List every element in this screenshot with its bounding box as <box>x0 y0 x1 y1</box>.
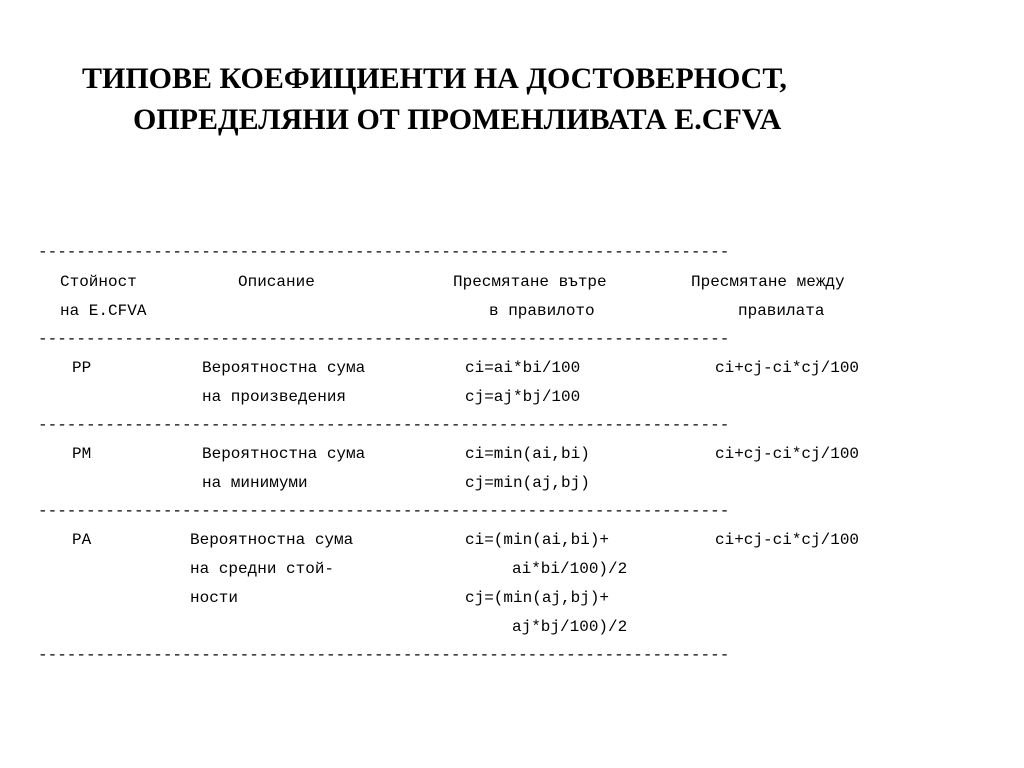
row-pm-description-line1: Вероятностна сума <box>202 445 366 463</box>
table-rule: ------------------------------------------------------------------------ <box>38 243 730 261</box>
row-pa-code: PA <box>72 531 92 549</box>
row-pm-within-line1: ci=min(ai,bi) <box>465 445 590 463</box>
row-pa-within-line2: ai*bi/100)/2 <box>512 560 628 578</box>
row-pa-within-line3: cj=(min(aj,bj)+ <box>465 589 610 607</box>
title-line-1: ТИПОВЕ КОЕФИЦИЕНТИ НА ДОСТОВЕРНОСТ, <box>82 62 787 95</box>
row-pp-description-line2: на произведения <box>202 388 347 406</box>
row-pa-within-line1: ci=(min(ai,bi)+ <box>465 531 610 549</box>
header-within-line2: в правилото <box>489 302 595 320</box>
header-between-line2: правилата <box>738 302 825 320</box>
row-pa-within-line4: aj*bj/100)/2 <box>512 618 628 636</box>
row-pa-description-line3: ности <box>190 589 239 607</box>
row-pm-between: ci+cj-ci*cj/100 <box>715 445 860 463</box>
table-rule: ------------------------------------------------------------------------ <box>38 646 730 664</box>
row-pa-description-line2: на средни стой- <box>190 560 335 578</box>
table-rule: ------------------------------------------------------------------------ <box>38 330 730 348</box>
row-pm-code: PM <box>72 445 92 463</box>
header-value-line1: Стойност <box>60 273 137 291</box>
row-pp-within-line2: cj=aj*bj/100 <box>465 388 581 406</box>
row-pp-within-line1: ci=ai*bi/100 <box>465 359 581 377</box>
row-pp-code: PP <box>72 359 92 377</box>
row-pa-between: ci+cj-ci*cj/100 <box>715 531 860 549</box>
row-pa-description-line1: Вероятностна сума <box>190 531 354 549</box>
row-pp-between: ci+cj-ci*cj/100 <box>715 359 860 377</box>
header-value-line2: на E.CFVA <box>60 302 147 320</box>
title-line-2: ОПРЕДЕЛЯНИ ОТ ПРОМЕНЛИВАТА E.CFVA <box>133 103 782 136</box>
table-rule: ------------------------------------------------------------------------ <box>38 502 730 520</box>
table-rule: ------------------------------------------------------------------------ <box>38 416 730 434</box>
row-pm-within-line2: cj=min(aj,bj) <box>465 474 590 492</box>
header-between-line1: Пресмятане между <box>691 273 845 291</box>
header-description: Описание <box>238 273 315 291</box>
header-within-line1: Пресмятане вътре <box>453 273 607 291</box>
row-pm-description-line2: на минимуми <box>202 474 308 492</box>
row-pp-description-line1: Вероятностна сума <box>202 359 366 377</box>
